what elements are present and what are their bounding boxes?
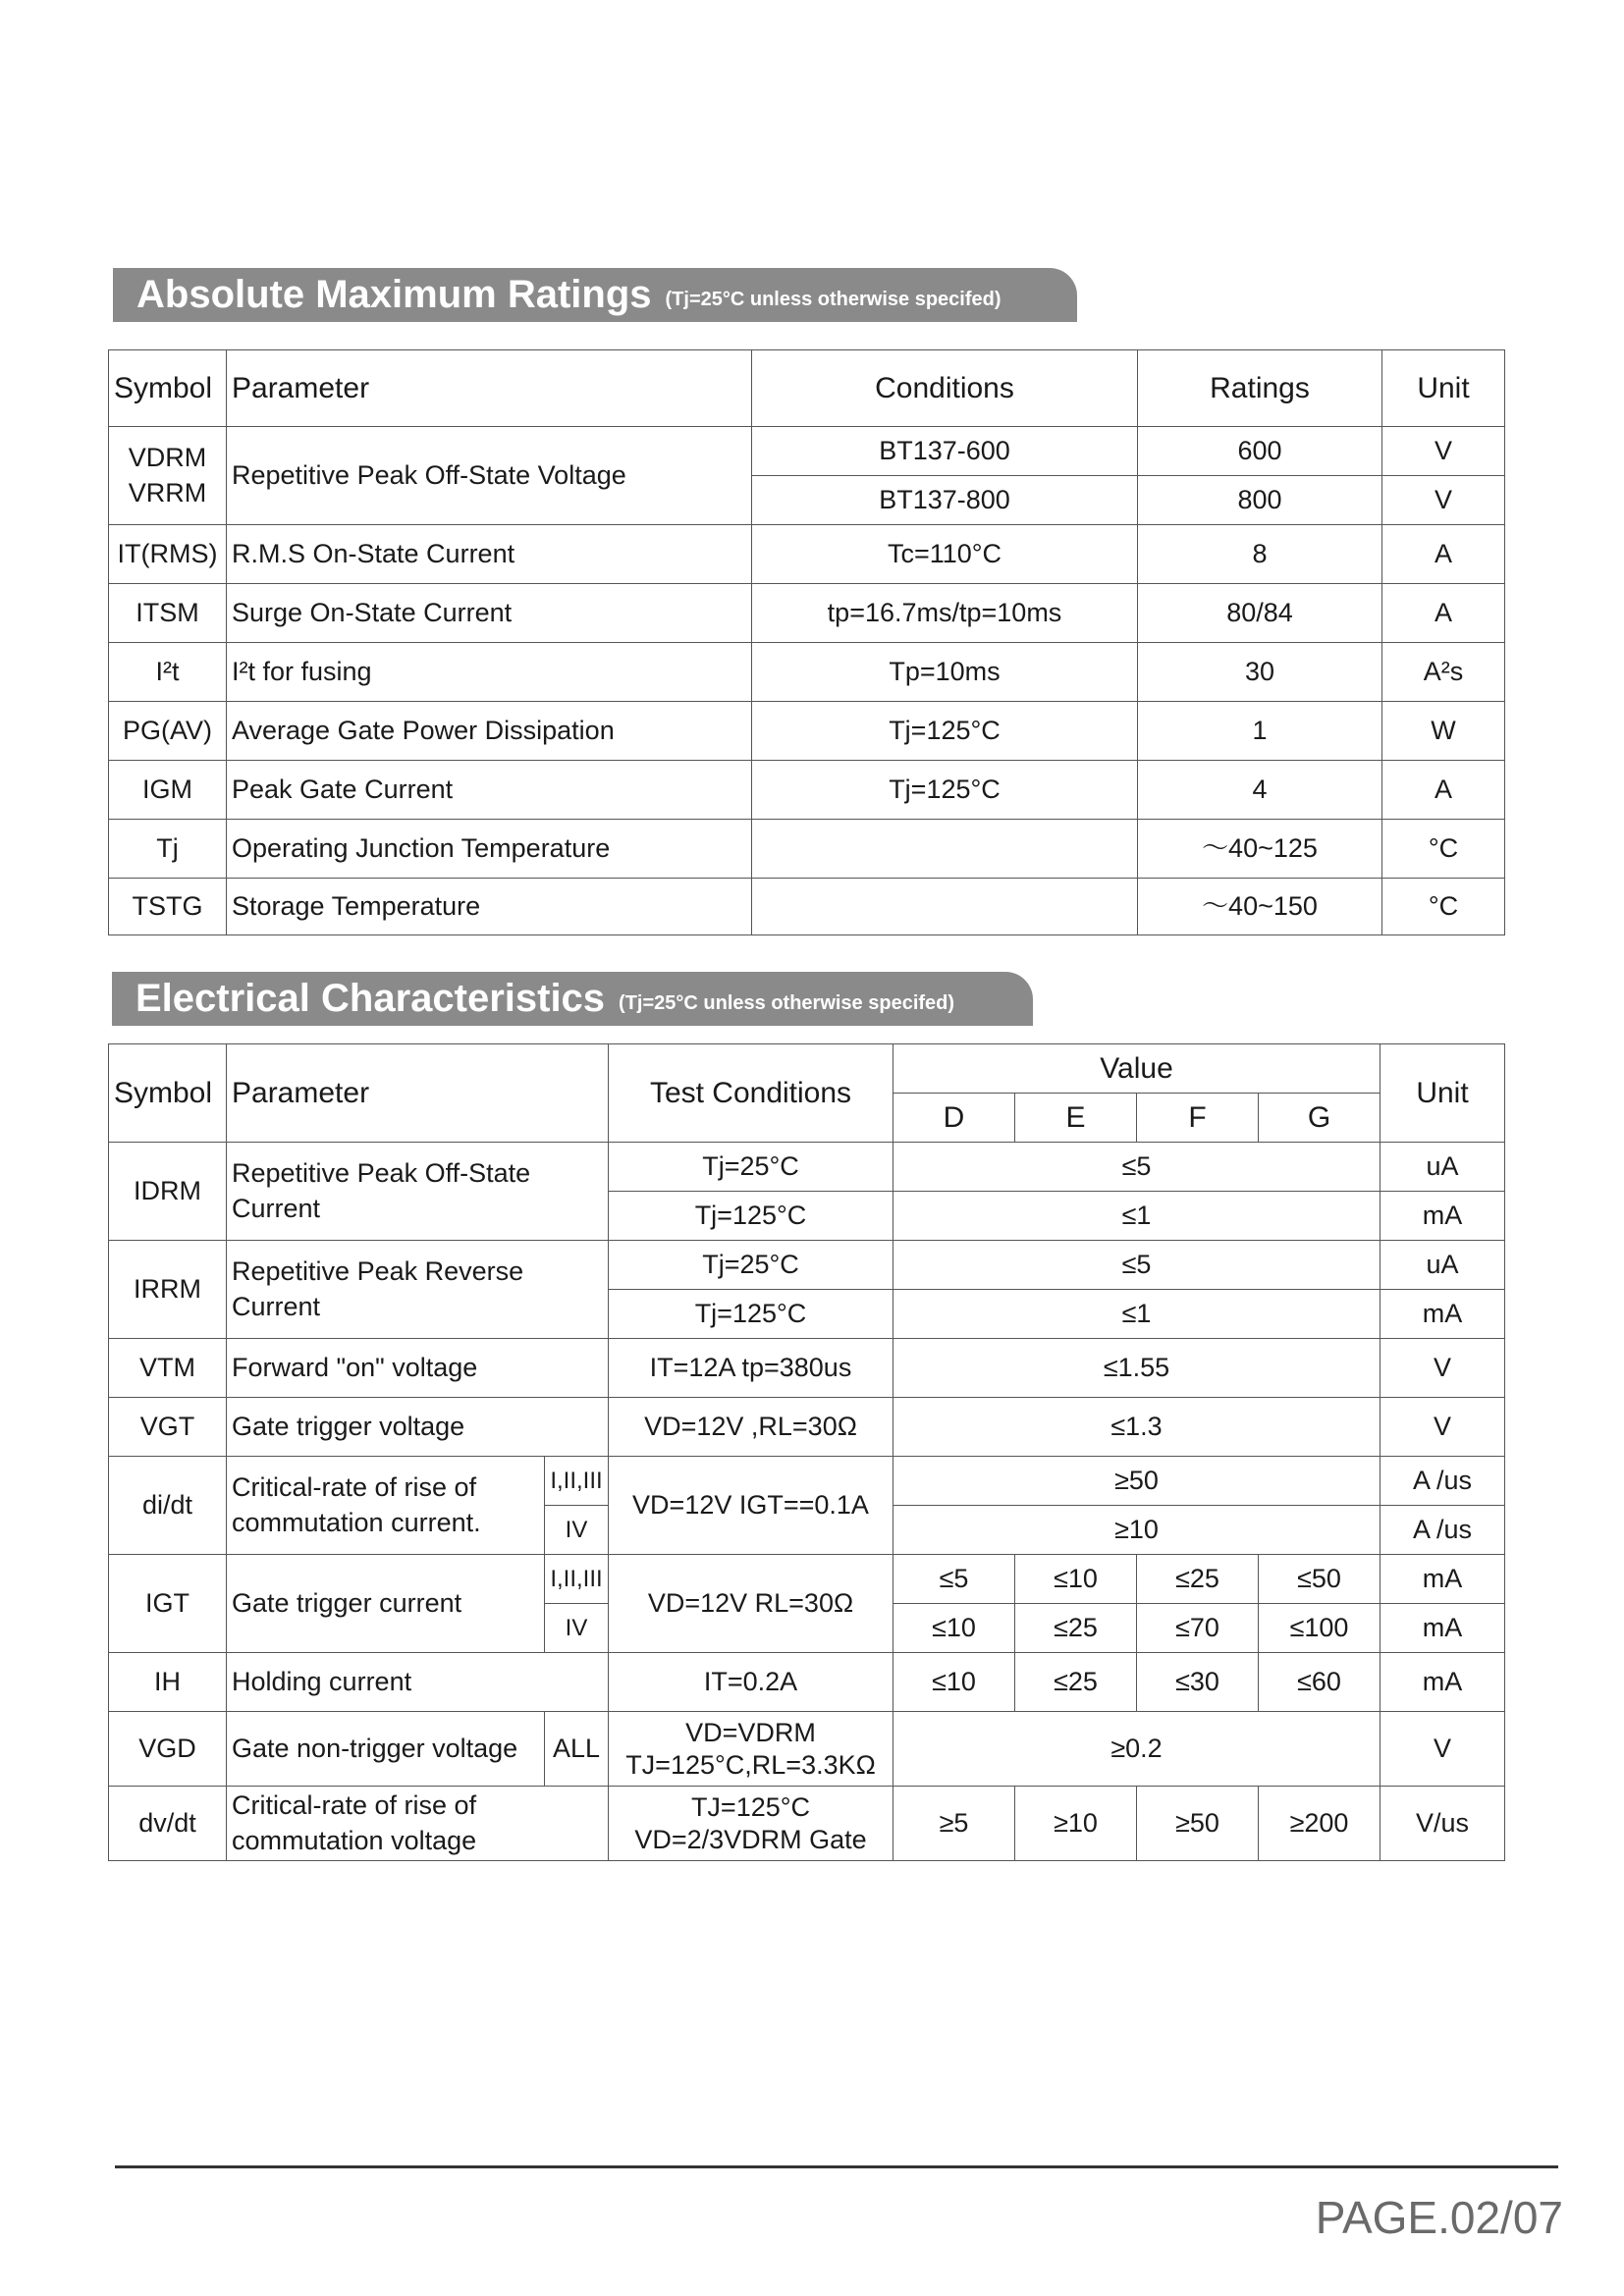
- symbol-cell: IH: [109, 1653, 227, 1712]
- header-conditions: Conditions: [752, 350, 1138, 427]
- table-row: [109, 643, 1505, 702]
- header-unit: Unit: [1380, 1044, 1505, 1143]
- condition-cell: IT=0.2A: [609, 1653, 893, 1712]
- value-cell-g: ≤100: [1259, 1604, 1380, 1653]
- value-cell-f: ≤30: [1137, 1653, 1259, 1712]
- header-unit: Unit: [1382, 350, 1505, 427]
- symbol-cell: IRRM: [109, 1241, 227, 1339]
- value-cell-e: ≤25: [1015, 1653, 1137, 1712]
- parameter-cell: Gate trigger current: [227, 1555, 545, 1653]
- symbol-cell: VTM: [109, 1339, 227, 1398]
- table-row: [109, 1787, 1505, 1861]
- table-header-row: [109, 350, 1505, 427]
- table-header-row: [109, 1044, 1505, 1094]
- unit-cell: mA: [1380, 1192, 1505, 1241]
- unit-cell: A /us: [1380, 1506, 1505, 1555]
- rating-cell: 800: [1138, 476, 1382, 525]
- symbol-cell: ITSM: [109, 584, 227, 643]
- rating-cell: ～40~150: [1138, 879, 1382, 935]
- header-test-conditions: Test Conditions: [609, 1044, 893, 1143]
- condition-cell: TJ=125°C VD=2/3VDRM Gate: [609, 1787, 893, 1861]
- symbol-cell: IGM: [109, 761, 227, 820]
- value-cell-f: ≤25: [1137, 1555, 1259, 1604]
- table-row: [109, 1653, 1505, 1712]
- unit-cell: A: [1382, 584, 1505, 643]
- table-row: [109, 761, 1505, 820]
- value-cell-d: ≤5: [893, 1555, 1015, 1604]
- value-cell-e: ≤10: [1015, 1555, 1137, 1604]
- rating-cell: 80/84: [1138, 584, 1382, 643]
- condition-cell: VD=12V IGT==0.1A: [609, 1457, 893, 1555]
- unit-cell: mA: [1380, 1653, 1505, 1712]
- condition-cell: VD=12V RL=30Ω: [609, 1555, 893, 1653]
- table-row: [109, 702, 1505, 761]
- unit-cell: V/us: [1380, 1787, 1505, 1861]
- page-number: PAGE.02/07: [1315, 2192, 1563, 2243]
- table-row: [109, 879, 1505, 935]
- condition-cell: VD=12V ,RL=30Ω: [609, 1398, 893, 1457]
- header-grade-g: G: [1259, 1094, 1380, 1143]
- symbol-cell: VGT: [109, 1398, 227, 1457]
- condition-cell: Tj=25°C: [609, 1241, 893, 1290]
- value-cell: ≤1.3: [893, 1398, 1380, 1457]
- value-cell: ≤1: [893, 1290, 1380, 1339]
- value-cell-g: ≤50: [1259, 1555, 1380, 1604]
- value-cell-g: ≤60: [1259, 1653, 1380, 1712]
- rating-cell: 8: [1138, 525, 1382, 584]
- symbol-cell: Tj: [109, 820, 227, 879]
- value-cell-d: ≤10: [893, 1604, 1015, 1653]
- electrical-characteristics-table: [108, 1043, 1505, 1861]
- unit-cell: V: [1380, 1712, 1505, 1787]
- table-row: [109, 1241, 1505, 1290]
- parameter-cell: Average Gate Power Dissipation: [227, 702, 752, 761]
- table-row: [109, 427, 1505, 476]
- quadrant-cell: IV: [545, 1604, 609, 1653]
- parameter-cell: Repetitive Peak Off-State Voltage: [227, 427, 752, 525]
- parameter-cell: Repetitive Peak Off-State Current: [227, 1143, 609, 1241]
- quadrant-cell: I,II,III: [545, 1457, 609, 1506]
- parameter-cell: Operating Junction Temperature: [227, 820, 752, 879]
- parameter-cell: Storage Temperature: [227, 879, 752, 935]
- parameter-cell: Critical-rate of rise of commutation current.: [227, 1457, 545, 1555]
- table-row: [109, 1457, 1505, 1506]
- conditions-cell: [752, 820, 1138, 879]
- parameter-cell: Surge On-State Current: [227, 584, 752, 643]
- absolute-maximum-ratings-banner: [113, 268, 1077, 322]
- unit-cell: mA: [1380, 1290, 1505, 1339]
- section-title: Electrical Characteristics: [135, 977, 606, 1020]
- unit-cell: A /us: [1380, 1457, 1505, 1506]
- unit-cell: A: [1382, 761, 1505, 820]
- parameter-cell: Gate trigger voltage: [227, 1398, 609, 1457]
- footer-divider: [115, 2165, 1558, 2168]
- conditions-cell: Tj=125°C: [752, 702, 1138, 761]
- symbol-cell: PG(AV): [109, 702, 227, 761]
- header-parameter: Parameter: [227, 1044, 609, 1143]
- value-cell-f: ≥50: [1137, 1787, 1259, 1861]
- unit-cell: A: [1382, 525, 1505, 584]
- symbol-cell: TSTG: [109, 879, 227, 935]
- condition-cell: Tj=125°C: [609, 1192, 893, 1241]
- header-ratings: Ratings: [1138, 350, 1382, 427]
- parameter-cell: I²t for fusing: [227, 643, 752, 702]
- conditions-cell: tp=16.7ms/tp=10ms: [752, 584, 1138, 643]
- unit-cell: uA: [1380, 1143, 1505, 1192]
- conditions-cell: Tc=110°C: [752, 525, 1138, 584]
- unit-cell: °C: [1382, 820, 1505, 879]
- header-parameter: Parameter: [227, 350, 752, 427]
- header-symbol: Symbol: [109, 1044, 227, 1143]
- section-subtitle: (Tj=25°C unless otherwise specifed): [619, 992, 955, 1014]
- quadrant-cell: ALL: [545, 1712, 609, 1787]
- symbol-cell: dv/dt: [109, 1787, 227, 1861]
- condition-cell: VD=VDRM TJ=125°C,RL=3.3KΩ: [609, 1712, 893, 1787]
- conditions-cell: Tp=10ms: [752, 643, 1138, 702]
- unit-cell: uA: [1380, 1241, 1505, 1290]
- value-cell-e: ≥10: [1015, 1787, 1137, 1861]
- header-grade-f: F: [1137, 1094, 1259, 1143]
- header-grade-e: E: [1015, 1094, 1137, 1143]
- header-grade-d: D: [893, 1094, 1015, 1143]
- condition-cell: Tj=125°C: [609, 1290, 893, 1339]
- symbol-cell: IT(RMS): [109, 525, 227, 584]
- unit-cell: V: [1380, 1398, 1505, 1457]
- condition-cell: IT=12A tp=380us: [609, 1339, 893, 1398]
- table-row: [109, 820, 1505, 879]
- table-row: [109, 584, 1505, 643]
- symbol-cell: di/dt: [109, 1457, 227, 1555]
- conditions-cell: BT137-800: [752, 476, 1138, 525]
- unit-cell: A²s: [1382, 643, 1505, 702]
- parameter-cell: Forward "on" voltage: [227, 1339, 609, 1398]
- value-cell: ≥0.2: [893, 1712, 1380, 1787]
- unit-cell: V: [1382, 476, 1505, 525]
- unit-cell: mA: [1380, 1555, 1505, 1604]
- symbol-cell: I²t: [109, 643, 227, 702]
- symbol-cell: IDRM: [109, 1143, 227, 1241]
- quadrant-cell: IV: [545, 1506, 609, 1555]
- value-cell-d: ≥5: [893, 1787, 1015, 1861]
- unit-cell: V: [1380, 1339, 1505, 1398]
- absolute-maximum-ratings-table: [108, 349, 1505, 935]
- parameter-cell: Peak Gate Current: [227, 761, 752, 820]
- value-cell: ≤5: [893, 1143, 1380, 1192]
- table-row: [109, 1339, 1505, 1398]
- table-row: [109, 1712, 1505, 1787]
- unit-cell: V: [1382, 427, 1505, 476]
- electrical-characteristics-banner: [112, 972, 1033, 1026]
- conditions-cell: Tj=125°C: [752, 761, 1138, 820]
- parameter-cell: Holding current: [227, 1653, 609, 1712]
- header-symbol: Symbol: [109, 350, 227, 427]
- table-row: [109, 1143, 1505, 1192]
- section-subtitle: (Tj=25°C unless otherwise specifed): [665, 289, 1001, 310]
- unit-cell: mA: [1380, 1604, 1505, 1653]
- rating-cell: 4: [1138, 761, 1382, 820]
- table-row: [109, 1555, 1505, 1604]
- value-cell: ≥50: [893, 1457, 1380, 1506]
- conditions-cell: [752, 879, 1138, 935]
- symbol-cell: VDRM VRRM: [109, 427, 227, 525]
- value-cell-g: ≥200: [1259, 1787, 1380, 1861]
- value-cell-f: ≤70: [1137, 1604, 1259, 1653]
- value-cell: ≤1.55: [893, 1339, 1380, 1398]
- table-row: [109, 1398, 1505, 1457]
- section-title: Absolute Maximum Ratings: [136, 273, 652, 316]
- value-cell-d: ≤10: [893, 1653, 1015, 1712]
- symbol-cell: IGT: [109, 1555, 227, 1653]
- quadrant-cell: I,II,III: [545, 1555, 609, 1604]
- condition-cell: Tj=25°C: [609, 1143, 893, 1192]
- rating-cell: 30: [1138, 643, 1382, 702]
- conditions-cell: BT137-600: [752, 427, 1138, 476]
- value-cell: ≤1: [893, 1192, 1380, 1241]
- value-cell: ≥10: [893, 1506, 1380, 1555]
- rating-cell: 1: [1138, 702, 1382, 761]
- rating-cell: ～40~125: [1138, 820, 1382, 879]
- parameter-cell: Gate non-trigger voltage: [227, 1712, 545, 1787]
- parameter-cell: R.M.S On-State Current: [227, 525, 752, 584]
- unit-cell: °C: [1382, 879, 1505, 935]
- value-cell: ≤5: [893, 1241, 1380, 1290]
- table-row: [109, 525, 1505, 584]
- parameter-cell: Repetitive Peak Reverse Current: [227, 1241, 609, 1339]
- header-value: Value: [893, 1044, 1380, 1094]
- rating-cell: 600: [1138, 427, 1382, 476]
- unit-cell: W: [1382, 702, 1505, 761]
- value-cell-e: ≤25: [1015, 1604, 1137, 1653]
- symbol-cell: VGD: [109, 1712, 227, 1787]
- parameter-cell: Critical-rate of rise of commutation voltage: [227, 1787, 609, 1861]
